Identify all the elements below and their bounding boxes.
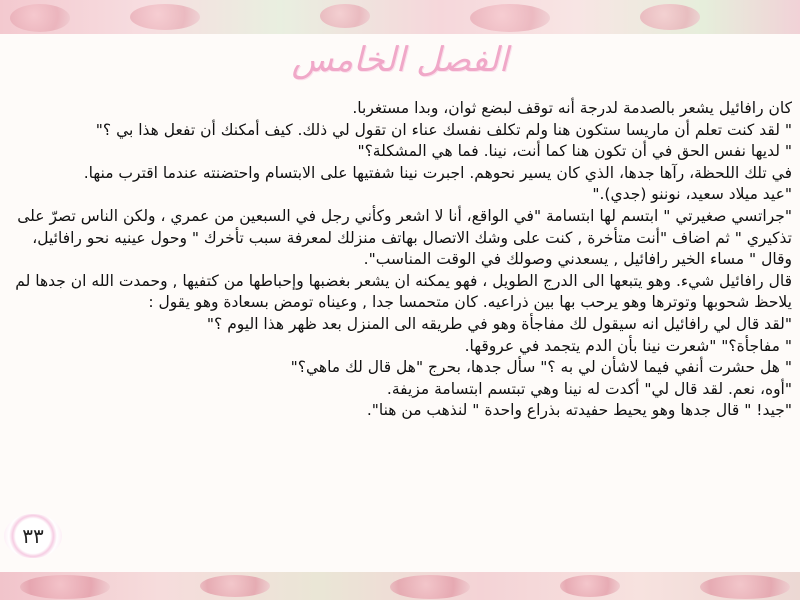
paragraph: كان رافائيل يشعر بالصدمة لدرجة أنه توقف لبضع ثوان، وبدا مستغربا. xyxy=(352,99,792,117)
page-number: ٣٣ xyxy=(22,524,44,548)
paragraph: " لقد كنت تعلم أن ماريسا ستكون هنا ولم تكلف نفسك عناء ان تقول لي ذلك. كيف أمكنك أن تفعل هذا بي ؟" xyxy=(95,120,792,139)
decorative-rose-border-bottom xyxy=(0,572,800,600)
paragraph: قال رافائيل شيء. وهو يتبعها الى الدرج الطويل ، فهو يمكنه ان يشعر بغضبها وإحباطها من كتفيها , وحمدت الله ان جدها لم يلاحظ شحوبها وتوترها وهو يرحب بها بين ذراعيه. كان متحمسا جدا , وعيناه تومض بسعادة وهو يقول : xyxy=(15,271,792,312)
paragraph: " هل حشرت أنفي فيما لاشأن لي به ؟" سأل جدها، بحرج "هل قال لك ماهي؟" xyxy=(290,358,792,377)
paragraph: "جيد! " قال جدها وهو يحيط حفيدته بذراع واحدة " لنذهب من هنا". xyxy=(366,401,792,420)
paragraph: "جراتسي صغيرتي " ابتسم لها ابتسامة "في الواقع، أنا لا اشعر وكأني رجل في السبعين من عمري ، ولكن الناس تصرّ على تذكيري " ثم اضاف "أنت متأخرة , كنت على وشك الاتصال بهاتف منزلك لمعرفة سبب تأخرك " وحول عينيه نحو رافائيل، وقال " مساء الخير رافائيل , يسعدني وصولك في الوقت المناسب". xyxy=(17,206,792,269)
paragraph: "لقد قال لي رافائيل انه سيقول لك مفاجأة وهو في طريقه الى المنزل بعد ظهر هذا اليوم ؟" xyxy=(206,314,792,333)
paragraph: "عيد ميلاد سعيد، نوننو (جدي)." xyxy=(592,185,792,204)
paragraph: في تلك اللحظة، رآها جدها، الذي كان يسير نحوهم. اجبرت نينا شفتيها على الابتسام واحتضنته عندما اقترب منها. xyxy=(83,163,792,182)
decorative-rose-border-top xyxy=(0,0,800,34)
paragraph: " مفاجأة؟" "شعرت نينا بأن الدم يتجمد في عروقها. xyxy=(464,336,792,355)
page-number-badge xyxy=(4,514,62,558)
chapter-title: الفصل الخامس xyxy=(291,40,509,80)
chapter-body-text xyxy=(10,98,792,422)
paragraph: "أوه، نعم. لقد قال لي" أكدت له نينا وهي تبتسم ابتسامة مزيفة. xyxy=(386,379,792,398)
paragraph: " لديها نفس الحق في أن تكون هنا كما أنت، نينا. فما هي المشكلة؟" xyxy=(357,142,792,161)
